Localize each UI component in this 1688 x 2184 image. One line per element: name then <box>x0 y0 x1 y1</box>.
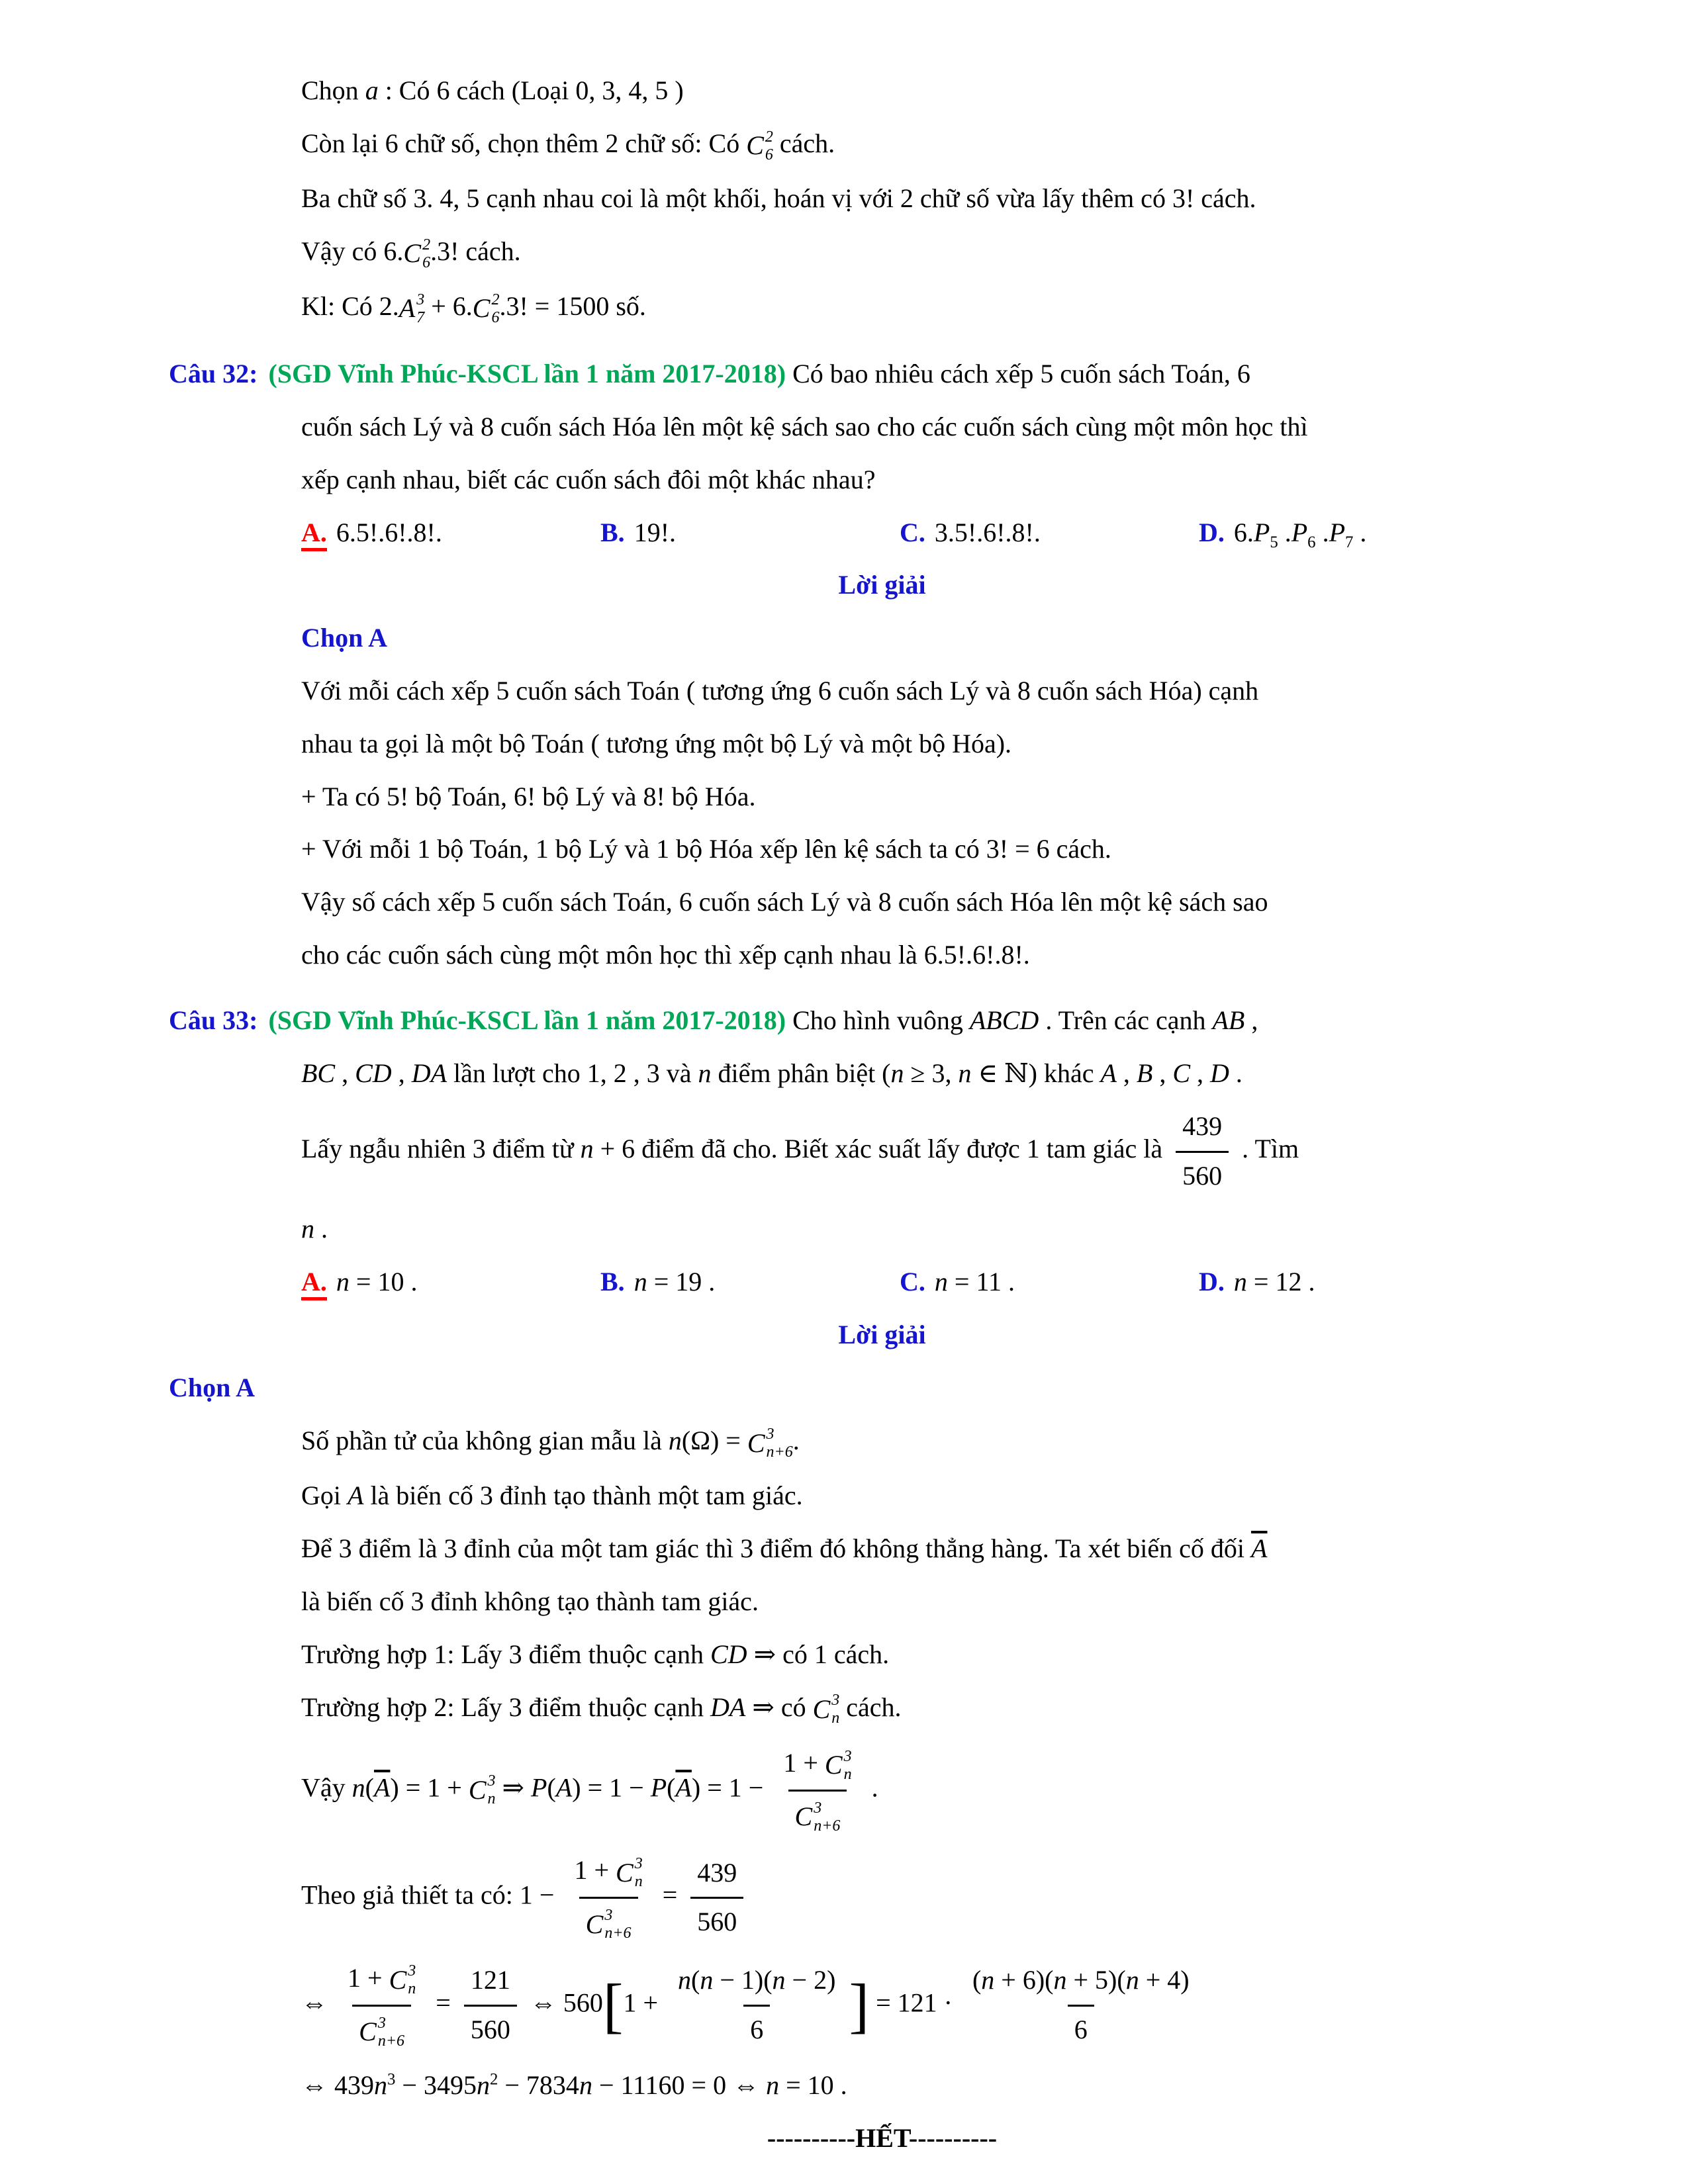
solution-text: nhau ta gọi là một bộ Toán ( tương ứng một bộ Lý và một bộ Hóa). <box>301 728 1012 758</box>
text-segment: Chọn A <box>169 1373 256 1403</box>
symbol-with-scripts <box>825 1744 852 1787</box>
subscript: n+6 <box>814 1817 841 1835</box>
text-segment: $\overline{A}$ <box>675 1772 692 1803</box>
text-segment: P <box>1329 517 1346 547</box>
question-32-answers <box>301 512 1595 555</box>
text-segment: n <box>668 1426 682 1456</box>
text-segment: n <box>700 1964 714 1995</box>
subscript: 7 <box>416 308 425 326</box>
text-line: Vậy có 6. C 2 6 .3! cách. <box>301 230 1595 275</box>
text-segment: n <box>301 1213 314 1244</box>
answer-letter: D. <box>1199 517 1225 547</box>
solution-text: + Với mỗi 1 bộ Toán, 1 bộ Lý và 1 bộ Hóa xếp lên kệ sách ta có 3! = 6 cách. <box>301 834 1111 864</box>
subscript: 6 <box>491 308 500 326</box>
text-segment: n <box>352 1772 365 1803</box>
question-33-text: Lấy ngẫu nhiên 3 điểm từ n + 6 điểm đã cho. Biết xác suất lấy được 1 tam giác là $\frac{439}{560}$ . Tìm <box>301 1105 1595 1198</box>
symbol-base: C <box>472 293 491 324</box>
text-segment: n <box>766 2070 780 2100</box>
script-stack <box>491 291 499 327</box>
answer-letter: A. <box>301 518 327 551</box>
text-segment: n <box>1053 1964 1067 1995</box>
symbol-with-scripts <box>747 1422 793 1465</box>
text-segment: n <box>476 2070 490 2100</box>
question-33-text: BC , CD , DA lần lượt cho 1, 2 , 3 và n điểm phân biệt (n ≥ 3, n ∈ ℕ) khác A , B , C , D . <box>301 1058 1243 1088</box>
solution-text: cho các cuốn sách cùng một môn học thì xếp cạnh nhau là 6.5!.6!.8!. <box>301 939 1030 970</box>
fraction <box>690 1852 743 1944</box>
text-segment: DA <box>411 1058 447 1088</box>
text-line: Còn lại 6 chữ số, chọn thêm 2 chữ số: Có C 2 6 cách. <box>301 122 1595 167</box>
symbol-base: C <box>468 1774 487 1805</box>
text-segment: n <box>981 1964 995 1995</box>
fraction-denominator: 560 <box>690 1897 743 1944</box>
text-segment: n <box>698 1058 712 1088</box>
script-stack <box>488 1772 496 1808</box>
text-segment: 2 <box>489 2070 498 2089</box>
fraction-numerator: n(n − 1)(n − 2) <box>678 1964 836 1995</box>
text-segment: $\overline{A}$ <box>373 1772 391 1803</box>
text-segment: 3 <box>387 2070 396 2089</box>
fraction <box>464 1959 517 2052</box>
script-stack <box>604 1907 631 1942</box>
script-stack <box>422 236 430 272</box>
superscript: 3 <box>766 1426 774 1443</box>
symbol-base: C <box>389 1964 407 1995</box>
symbol-base: A <box>399 293 416 324</box>
answer-option: A. 6.5!.6!.8!. <box>301 512 600 555</box>
text-segment: ABCD <box>969 1005 1039 1035</box>
text-segment: Lời giải <box>838 1319 926 1349</box>
superscript: 3 <box>634 1855 643 1873</box>
text-segment: CD <box>355 1058 392 1088</box>
fraction-numerator: 1 + C 3 n <box>567 1849 649 1897</box>
subscript: n+6 <box>377 2032 405 2050</box>
symbol-with-scripts <box>399 287 424 330</box>
text-segment: ] <box>849 1971 870 2039</box>
fraction-numerator: 121 <box>470 1964 510 1995</box>
script-stack <box>408 1962 416 1998</box>
text-segment: [ <box>602 1971 624 2039</box>
answer-letter: D. <box>1199 1266 1225 1297</box>
symbol-base: C <box>585 1909 604 1939</box>
answer-letter: B. <box>600 1266 625 1297</box>
text-segment: ----------HẾT---------- <box>767 2122 998 2153</box>
text-segment: P <box>1253 517 1270 547</box>
end-marker <box>169 2117 1595 2160</box>
symbol-base: C <box>616 1857 633 1888</box>
fraction-denominator: 6 <box>743 2005 770 2052</box>
fraction-numerator: (n + 6)(n + 5)(n + 4) <box>972 1964 1190 1995</box>
subscript: n <box>408 1980 416 1998</box>
superscript: 3 <box>604 1907 613 1925</box>
superscript: 3 <box>814 1799 822 1817</box>
symbol-with-scripts <box>389 1959 416 2002</box>
symbol-with-scripts <box>403 232 430 275</box>
solution-text: + Ta có 5! bộ Toán, 6! bộ Lý và 8! bộ Hóa. <box>301 781 756 811</box>
answer-option: D. n = 12 . <box>1199 1266 1315 1297</box>
answer-option: D. $6.P_5$ $.P_6$ $.P_7$ . <box>1199 517 1367 551</box>
superscript: 2 <box>422 236 431 253</box>
symbol-base: C <box>824 1750 843 1780</box>
text-segment: n <box>580 1134 594 1164</box>
text-segment: A <box>555 1772 573 1803</box>
chosen-answer-label <box>169 1367 1595 1410</box>
text-segment: a <box>365 75 379 105</box>
solution-text: là biến cố 3 đỉnh không tạo thành tam giác. <box>301 1586 759 1616</box>
fraction-numerator: 439 <box>1182 1111 1223 1142</box>
answer-option: A. n = 10 . <box>301 1261 600 1304</box>
text-segment: DA <box>710 1692 746 1722</box>
text-segment: n <box>958 1058 972 1088</box>
symbol-with-scripts <box>813 1688 840 1731</box>
solution-text: Với mỗi cách xếp 5 cuốn sách Toán ( tương ứng 6 cuốn sách Lý và 8 cuốn sách Hóa) cạnh <box>301 675 1259 705</box>
answer-option: C. n = 11 . <box>900 1266 1015 1297</box>
superscript: 2 <box>765 128 773 146</box>
superscript: 3 <box>487 1772 496 1790</box>
subscript: n+6 <box>604 1925 632 1942</box>
text-line: Ba chữ số 3. 4, 5 cạnh nhau coi là một khối, hoán vị với 2 chữ số vừa lấy thêm có 3! cách. <box>301 183 1256 213</box>
solution-equation: ⇔ 1 + C 3 n C 3 n+6 = $\frac{121}{560}$ ⇔ 560[1 + $\frac{n(n - 1)(n - 2)}{6}$ ] = 121 · $\frac{(n + 6)(n + 5)(n + 4)}{6}$ <box>301 1957 1595 2054</box>
text-segment: $\overline{A}$ <box>1251 1533 1268 1564</box>
fraction <box>966 1959 1196 2052</box>
question-number: Câu 32: <box>169 359 258 389</box>
text-segment: n <box>1125 1964 1139 1995</box>
fraction-denominator: 560 <box>1176 1151 1229 1198</box>
text-segment: n <box>633 1266 647 1297</box>
text-segment: Lời giải <box>838 570 926 600</box>
script-stack <box>765 128 773 164</box>
script-stack <box>814 1799 840 1835</box>
question-number: Câu 33: <box>169 1005 258 1035</box>
question-33-text: n . <box>301 1213 328 1244</box>
solution-text: Số phần tử của không gian mẫu là n(Ω) = C 3 n+6 . <box>301 1420 1595 1465</box>
answer-option: B. 19!. <box>600 517 677 547</box>
script-stack <box>378 2015 404 2050</box>
text-segment: n <box>934 1266 948 1297</box>
subscript: n <box>843 1765 852 1783</box>
symbol-base: C <box>794 1801 813 1832</box>
superscript: 3 <box>831 1692 840 1709</box>
solution-equation: ⇔ $439n^3 - 3495n^2 - 7834n - 11160 = 0$ ⇔ n = 10 . <box>301 2070 847 2100</box>
symbol-base: C <box>359 2017 377 2047</box>
symbol-base: C <box>812 1694 831 1724</box>
fraction-denominator <box>579 1897 638 1946</box>
text-segment: C <box>1172 1058 1191 1088</box>
text-segment: 7 <box>1345 533 1354 551</box>
text-segment: n <box>1233 1266 1247 1297</box>
symbol-with-scripts <box>586 1903 632 1946</box>
question-source: (SGD Vĩnh Phúc-KSCL lần 1 năm 2017-2018) <box>268 1005 786 1035</box>
superscript: 3 <box>416 291 425 308</box>
answer-letter: C. <box>900 1266 925 1297</box>
text-segment: n <box>678 1964 692 1995</box>
fraction <box>341 1957 422 2054</box>
symbol-with-scripts <box>359 2011 404 2054</box>
text-segment: P <box>650 1772 667 1803</box>
solution-text: Gọi A là biến cố 3 đỉnh tạo thành một tam giác. <box>301 1480 803 1511</box>
text-segment: n <box>374 2070 387 2100</box>
script-stack <box>635 1855 643 1891</box>
text-segment: n <box>772 1964 786 1995</box>
fraction <box>567 1849 649 1946</box>
subscript: n+6 <box>766 1443 793 1461</box>
symbol-with-scripts <box>469 1769 496 1812</box>
superscript: 3 <box>377 2014 386 2032</box>
text-segment: n <box>336 1266 350 1297</box>
text-segment: A <box>348 1480 364 1511</box>
subscript: 6 <box>765 146 773 163</box>
script-stack <box>831 1692 839 1727</box>
script-stack <box>844 1748 852 1784</box>
symbol-with-scripts <box>616 1852 643 1895</box>
question-32-heading: Câu 32: (SGD Vĩnh Phúc-KSCL lần 1 năm 2017-2018) Có bao nhiêu cách xếp 5 cuốn sách Toán, 6 <box>169 359 1250 389</box>
text-segment: BC <box>301 1058 336 1088</box>
symbol-with-scripts <box>746 124 773 167</box>
answer-letter: A. <box>301 1267 327 1300</box>
text-segment: P <box>531 1772 547 1803</box>
fraction <box>1176 1105 1229 1198</box>
fraction-numerator: 1 + C 3 n <box>776 1742 858 1790</box>
text-segment: D <box>1210 1058 1229 1088</box>
script-stack <box>767 1426 793 1461</box>
subscript: n <box>831 1709 840 1727</box>
fraction <box>671 1959 842 2052</box>
superscript: 2 <box>491 291 500 308</box>
question-source: (SGD Vĩnh Phúc-KSCL lần 1 năm 2017-2018) <box>268 359 786 389</box>
superscript: 3 <box>408 1962 416 1980</box>
question-32-text: xếp cạnh nhau, biết các cuốn sách đôi một khác nhau? <box>301 464 876 494</box>
script-stack <box>416 291 424 327</box>
solution-equation: Theo giả thiết ta có: 1 − 1 + C 3 n C 3 n+6 = $\frac{439}{560}$ <box>301 1849 1595 1946</box>
text-segment: AB <box>1212 1005 1245 1035</box>
text-segment: P <box>1291 517 1308 547</box>
answer-option: B. n = 19 . <box>600 1266 716 1297</box>
solution-heading <box>169 1314 1595 1357</box>
solution-text: Để 3 điểm là 3 đỉnh của một tam giác thì 3 điểm đó không thẳng hàng. Ta xét biến cố đối $\overline{A}$ <box>301 1533 1268 1564</box>
subscript: n <box>487 1790 496 1807</box>
answer-letter: B. <box>600 517 625 547</box>
fraction-denominator: 560 <box>464 2005 517 2052</box>
fraction-denominator <box>788 1790 847 1839</box>
symbol-with-scripts <box>795 1796 841 1839</box>
text-line: Kl: Có 2. A 3 7 + 6. C 2 6 .3! = 1500 số. <box>301 285 1595 330</box>
solution-equation: Vậy $n(\overline{A}) = 1$ + C 3 n ⇒ $P(A) = 1 - P(\overline{A}) = 1$ − 1 + C 3 n C 3 n+6 . <box>301 1742 1595 1839</box>
fraction-numerator: 1 + C 3 n <box>341 1957 422 2005</box>
symbol-base: C <box>746 130 764 161</box>
symbol-with-scripts <box>473 287 500 330</box>
solution-heading <box>169 564 1595 607</box>
solution-text: Trường hợp 1: Lấy 3 điểm thuộc cạnh CD ⇒ có 1 cách. <box>301 1639 890 1669</box>
solution-text: Trường hợp 2: Lấy 3 điểm thuộc cạnh DA ⇒ có C 3 n cách. <box>301 1686 1595 1731</box>
chosen-answer-label <box>301 617 1595 660</box>
text-segment: 5 <box>1270 533 1278 551</box>
text-segment: n <box>890 1058 904 1088</box>
symbol-base: C <box>747 1428 765 1458</box>
text-segment: Chọn A <box>301 623 388 653</box>
text-segment: 6 <box>1307 533 1316 551</box>
text-segment: n <box>579 2070 592 2100</box>
document-content <box>169 69 1595 2160</box>
question-33-answers <box>301 1261 1595 1304</box>
answer-option: C. 3.5!.6!.8!. <box>900 517 1041 547</box>
subscript: n <box>634 1872 643 1890</box>
answer-letter: C. <box>900 517 925 547</box>
subscript: 6 <box>422 253 431 271</box>
text-segment: A <box>1100 1058 1117 1088</box>
fraction <box>776 1742 858 1839</box>
text-segment: CD <box>710 1639 747 1669</box>
question-32-text: cuốn sách Lý và 8 cuốn sách Hóa lên một kệ sách sao cho các cuốn sách cùng một môn học thì <box>301 412 1308 441</box>
solution-text: Vậy số cách xếp 5 cuốn sách Toán, 6 cuốn sách Lý và 8 cuốn sách Hóa lên một kệ sách sao <box>301 887 1268 917</box>
symbol-base: C <box>403 238 422 269</box>
fraction-numerator: 439 <box>697 1857 737 1888</box>
fraction-denominator: 6 <box>1068 2005 1094 2052</box>
question-33-heading: Câu 33: (SGD Vĩnh Phúc-KSCL lần 1 năm 2017-2018) Cho hình vuông ABCD . Trên các cạnh AB , <box>169 1005 1258 1035</box>
superscript: 3 <box>843 1747 852 1765</box>
text-line: Chọn a : Có 6 cách (Loại 0, 3, 4, 5 ) <box>301 75 684 105</box>
fraction-denominator <box>352 2005 411 2054</box>
text-segment: B <box>1136 1058 1153 1088</box>
